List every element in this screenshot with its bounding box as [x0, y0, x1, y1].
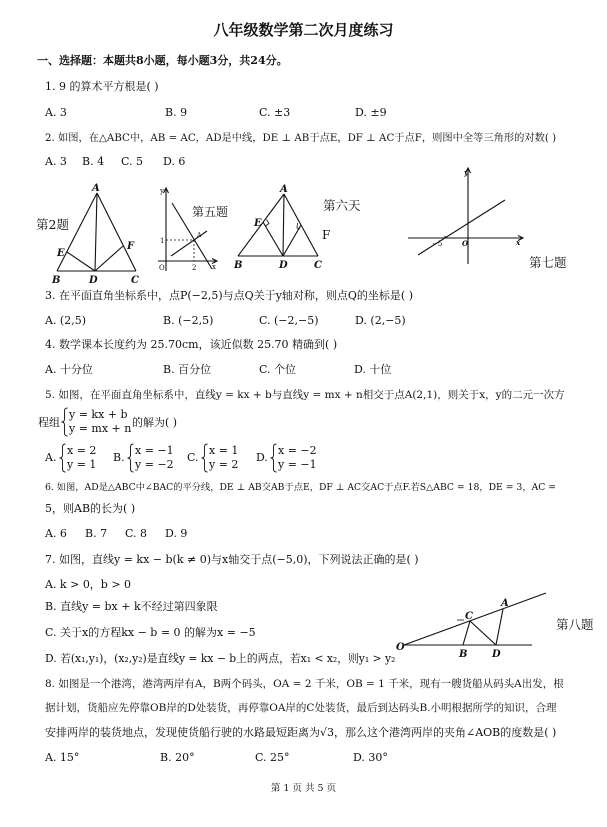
- q3-option-c: C. (−2,−5): [259, 314, 319, 327]
- fig6-label-e: E: [254, 218, 262, 229]
- fig2-label-b: B: [52, 275, 61, 286]
- q4-option-d: D. 十位: [354, 363, 392, 376]
- q5-option-d-eq2: y = −1: [278, 458, 317, 471]
- fig7-label-y: y: [464, 168, 469, 177]
- fig7-label-x: x: [516, 238, 521, 247]
- fig7-coordinate-figure: [408, 168, 523, 264]
- q2-stem: 2. 如图，在△ABC中，AB = AC，AD是中线，DE ⊥ AB于点E，DF ⊥ AC于点F，则图中全等三角形的对数( ): [45, 132, 557, 144]
- q7-option-c: C. 关于x的方程kx − b = 0 的解为x = −5: [45, 626, 256, 639]
- q5-option-c-label: C.: [187, 451, 199, 464]
- fig2-label-c: C: [131, 275, 139, 286]
- fig5-label-1: 1: [160, 237, 165, 245]
- fig8-route-ad: [496, 609, 503, 645]
- fig2-label-e: E: [57, 248, 65, 259]
- fig6-right-angle-e: [266, 220, 270, 227]
- fig2-label-d: D: [89, 275, 98, 286]
- q8-option-c: C. 25°: [255, 751, 290, 764]
- q7-option-d: D. 若(x₁,y₁)，(x₂,y₂)是直线y = kx − b上的两点，若x₁ < x₂，则y₁ > y₂: [45, 652, 396, 665]
- q7-option-a: A. k > 0，b > 0: [45, 578, 132, 591]
- fig7-label-o: O: [462, 239, 469, 248]
- q5-option-a-eq1: x = 2: [67, 444, 97, 457]
- fig8-route-dc: [470, 621, 496, 645]
- fig2-segment-ad: [95, 193, 97, 271]
- q8-option-b: B. 20°: [160, 751, 195, 764]
- fig6-segment-de: [263, 222, 283, 256]
- fig2-triangle-figure: [51, 183, 139, 286]
- fig7-x-arrow: [518, 236, 523, 241]
- fig6-caption: 第六天: [323, 198, 361, 213]
- fig6-right-angle-f: [297, 223, 300, 229]
- q5-option-d-label: D.: [256, 451, 268, 464]
- fig5-caption: 第五题: [192, 205, 229, 219]
- fig7-label-minus5: −5: [432, 240, 443, 248]
- q4-option-b: B. 百分位: [163, 363, 212, 376]
- q5-option-a-system: [59, 443, 107, 473]
- fig2-segment-ab: [57, 193, 97, 271]
- q5-stem-line1: 5. 如图，在平面直角坐标系中，直线y = kx + b与直线y = mx + n相交于点A(2,1)，则关于x，y的二元一次方: [45, 389, 565, 401]
- q5-option-b-eq1: x = −1: [135, 444, 174, 457]
- fig2-caption: 第2题: [36, 217, 69, 232]
- fig8-label-b: B: [459, 649, 468, 660]
- q1-stem: 1. 9 的算术平方根是( ): [45, 80, 159, 93]
- q2-option-d: D. 6: [163, 155, 186, 168]
- fig6-segment-ad: [283, 194, 284, 256]
- fig5-label-y: y: [160, 187, 164, 195]
- fig5-label-o: O: [159, 264, 165, 272]
- fig7-caption: 第七题: [529, 255, 567, 270]
- q5-option-b-label: B.: [113, 451, 125, 464]
- page-footer: 第 1 页 共 5 页: [270, 783, 337, 794]
- q2-option-c: C. 5: [121, 155, 144, 168]
- fig5-label-x: x: [212, 263, 216, 271]
- q5-option-b-eq2: y = −2: [135, 458, 174, 471]
- fig7-line: [418, 200, 505, 255]
- brace-icon: [59, 443, 66, 473]
- q5-option-d-system: [270, 443, 322, 473]
- q6-option-b: B. 7: [85, 527, 108, 540]
- q6-option-c: C. 8: [125, 527, 148, 540]
- fig6-segment-ac: [284, 194, 318, 256]
- fig6-label-f: F: [322, 228, 331, 242]
- q6-stem-line2: 5，则AB的长为( ): [45, 502, 136, 515]
- fig2-label-a: A: [92, 183, 100, 194]
- q1-option-a: A. 3: [45, 106, 67, 119]
- q5-option-c-eq2: y = 2: [209, 458, 239, 471]
- q1-option-b: B. 9: [165, 106, 188, 119]
- fig6-segment-ab: [238, 194, 284, 256]
- fig7-y-arrow: [466, 168, 471, 173]
- q5-option-d-eq1: x = −2: [278, 444, 317, 457]
- fig8-label-c: C: [465, 611, 473, 622]
- fig5-y-arrow: [164, 188, 169, 193]
- q5-option-c-eq1: x = 1: [209, 444, 239, 457]
- q5-equation-system: [61, 407, 131, 437]
- brace-icon: [201, 443, 208, 473]
- fig8-route-cb: [463, 621, 470, 645]
- q5-option-a-eq2: y = 1: [67, 458, 97, 471]
- fig8-caption: 第八题: [556, 617, 594, 632]
- q7-stem: 7. 如图，直线y = kx − b(k ≠ 0)与x轴交于点(−5,0)，下列说法正确的是( ): [45, 553, 419, 566]
- q8-option-a: A. 15°: [45, 751, 80, 764]
- q3-option-d: D. (2,−5): [355, 314, 406, 327]
- fig6-label-d: D: [279, 260, 288, 271]
- page-title: 八年级数学第二次月度练习: [213, 21, 394, 39]
- fig5-coordinate-figure: [158, 187, 217, 272]
- q1-option-c: C. ±3: [259, 106, 291, 119]
- q6-option-a: A. 6: [45, 527, 67, 540]
- q6-option-d: D. 9: [165, 527, 188, 540]
- q3-option-b: B. (−2,5): [163, 314, 214, 327]
- q3-stem: 3. 在平面直角坐标系中，点P(−2,5)与点Q关于y轴对称，则点Q的坐标是( ): [45, 289, 414, 302]
- brace-icon: [61, 407, 68, 437]
- fig6-label-a: A: [280, 184, 288, 195]
- q4-stem: 4. 数学课本长度约为 25.70cm，该近似数 25.70 精确到( ): [45, 338, 338, 351]
- fig8-shore-oa: [404, 593, 546, 645]
- q4-option-a: A. 十分位: [45, 363, 93, 376]
- fig8-label-a: A: [501, 598, 509, 609]
- q3-option-a: A. (2,5): [45, 314, 87, 327]
- q4-option-c: C. 个位: [259, 363, 297, 376]
- fig8-harbour-figure: [396, 593, 546, 660]
- fig6-label-c: C: [314, 260, 322, 271]
- fig2-label-f: F: [127, 241, 135, 252]
- q8-stem-line1: 8. 如图是一个港湾，港湾两岸有A，B两个码头，OA = 2 千米，OB = 1 千米，现有一艘货船从码头A出发，根: [45, 678, 564, 690]
- q8-stem-line2: 据计划，货船应先停靠OB岸的D处装货，再停靠OA岸的C处装货，最后到达码头B.小明根据所学的知识，合理: [45, 702, 557, 714]
- fig8-label-o: O: [396, 642, 405, 653]
- brace-icon: [270, 443, 277, 473]
- q7-option-b: B. 直线y = bx + k不经过第四象限: [45, 600, 218, 613]
- fig6-segment-df: [283, 225, 301, 256]
- brace-icon: [127, 443, 134, 473]
- fig2-segment-df: [95, 246, 123, 271]
- fig5-line-2: [171, 231, 207, 256]
- q5-option-b-system: [127, 443, 179, 473]
- q8-stem-line3: 安排两岸的装货地点，发现使货船行驶的水路最短距离为√3，那么这个港湾两岸的夹角∠AOB的度数是( ): [45, 726, 557, 739]
- section-header: 一、选择题：本题共8小题，每小题3分，共24分。: [37, 54, 288, 67]
- fig6-triangle-figure: [233, 184, 330, 271]
- q5-system-eq1: y = kx + b: [69, 408, 128, 421]
- fig5-label-2: 2: [192, 264, 197, 272]
- q6-stem-line1: 6. 如图，AD是△ABC中∠BAC的平分线，DE ⊥ AB交AB于点E，DF ⊥ AC交AC于点F.若S△ABC = 18，DE = 3，AC =: [45, 482, 557, 493]
- fig2-segment-ac: [97, 193, 136, 271]
- q8-option-d: D. 30°: [353, 751, 388, 764]
- fig5-label-a: A: [197, 232, 202, 239]
- q5-stem-line2-prefix: 程组: [38, 416, 60, 429]
- q2-option-b: B. 4: [82, 155, 105, 168]
- q5-stem-line2-suffix: 的解为( ): [132, 416, 178, 429]
- q2-option-a: A. 3: [45, 155, 67, 168]
- q5-option-c-system: [201, 443, 249, 473]
- fig5-x-arrow: [212, 259, 217, 264]
- q5-option-a-label: A.: [45, 451, 57, 464]
- q1-option-d: D. ±9: [355, 106, 387, 119]
- fig8-label-d: D: [492, 649, 501, 660]
- q5-system-eq2: y = mx + n: [69, 422, 132, 435]
- fig6-label-b: B: [234, 260, 243, 271]
- fig2-segment-de: [67, 252, 95, 271]
